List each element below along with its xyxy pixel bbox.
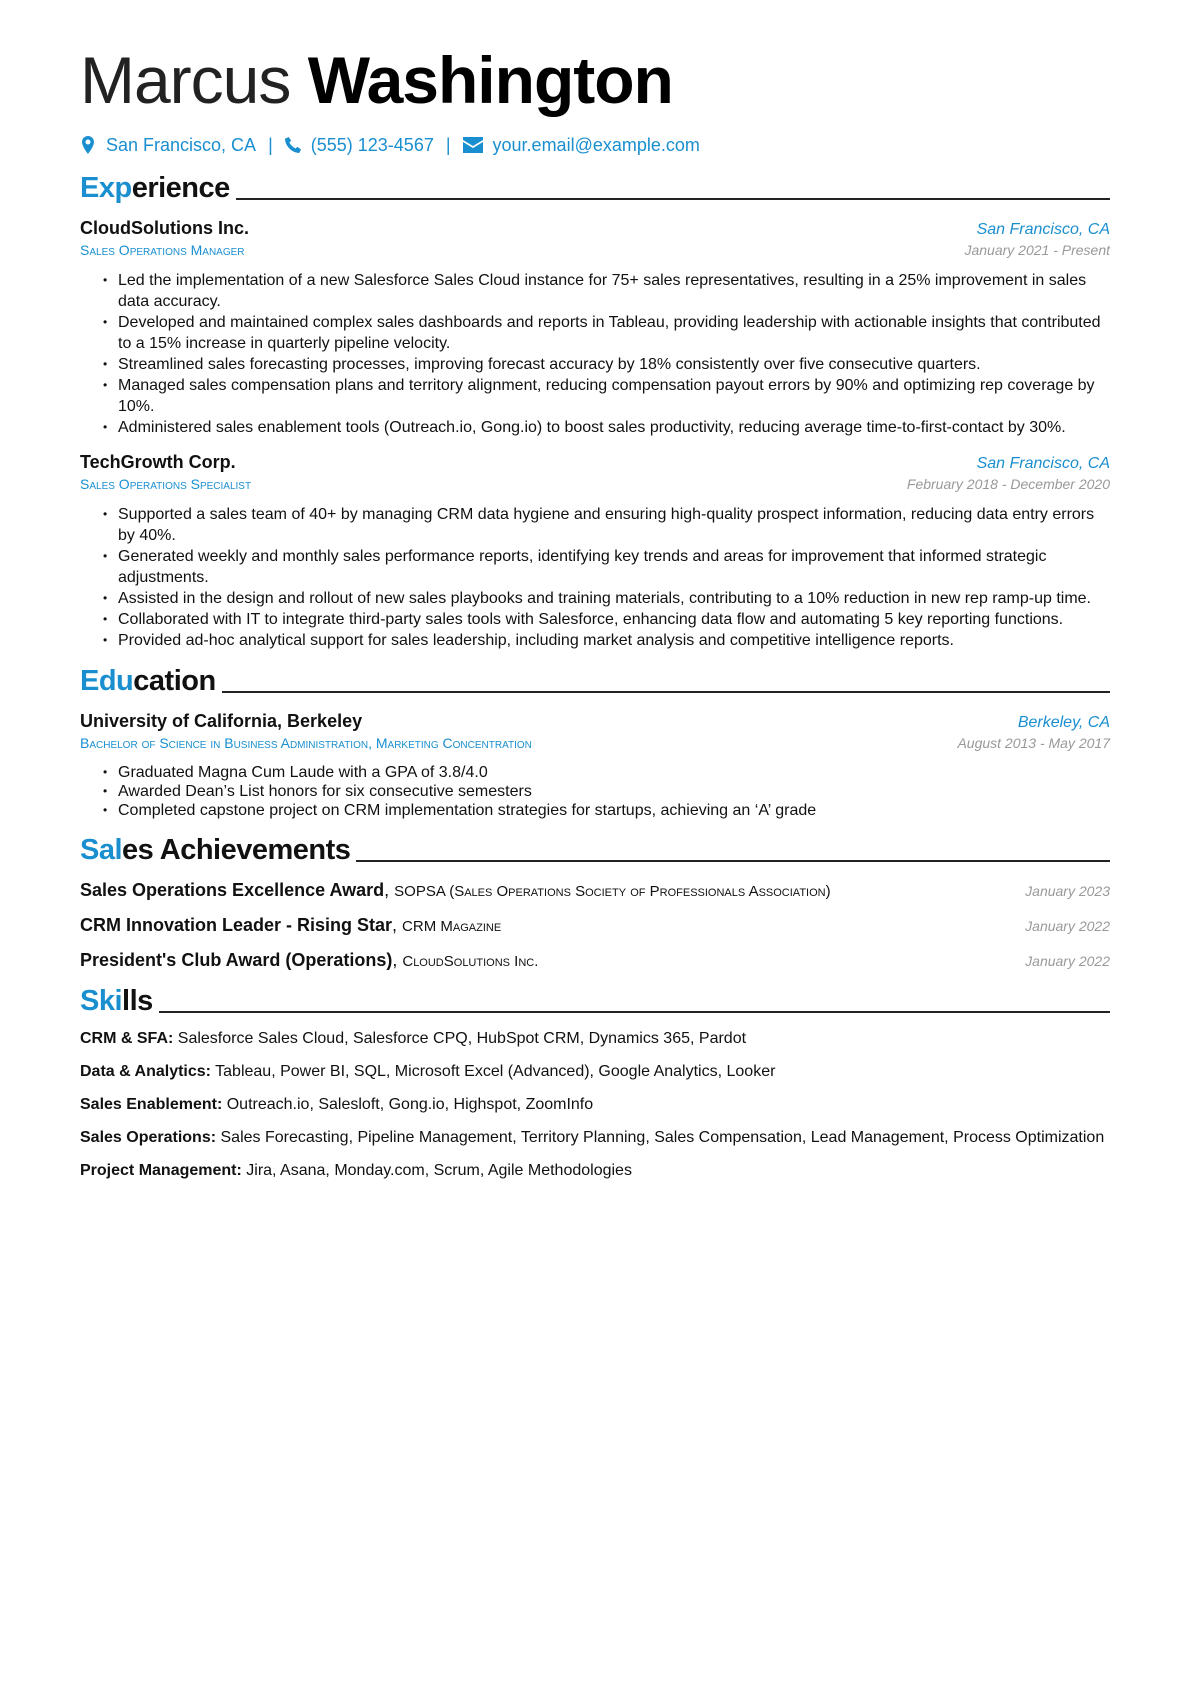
achievements-heading: Sales Achievements	[80, 832, 1110, 866]
location-text: San Francisco, CA	[106, 134, 257, 155]
company-name: CloudSolutions Inc.	[80, 218, 249, 238]
job-location: San Francisco, CA	[976, 221, 1110, 238]
skill-row: Sales Enablement: Outreach.io, Salesloft, Gong.io, Highspot, ZoomInfo	[80, 1096, 594, 1113]
school-location: Berkeley, CA	[1017, 714, 1110, 731]
separator: |	[268, 134, 273, 155]
achievement-item: CRM Innovation Leader - Rising Star, CRM Magazine January 2022	[80, 915, 1110, 935]
bullet: • Awarded Dean’s List honors for six consecutive semesters	[118, 782, 1110, 801]
school-name: University of California, Berkeley	[80, 711, 363, 731]
bullet: • Developed and maintained complex sales dashboards and reports in Tableau, providing leadership with actionable insights that contributed to a 15% increase in quarterly pipeline velocity.	[118, 312, 1110, 354]
bullet: • Generated weekly and monthly sales performance reports, identifying key trends and areas for improvement that informed strategic adjustments.	[118, 546, 1110, 588]
bullet: • Completed capstone project on CRM implementation strategies for startups, achieving an ‘A’ grade	[118, 801, 1110, 820]
job-location: San Francisco, CA	[976, 455, 1110, 472]
bullet: • Administered sales enablement tools (Outreach.io, Gong.io) to boost sales productivity, reducing average time-to-first-contact by 30%.	[118, 417, 1110, 438]
bullet: • Managed sales compensation plans and territory alignment, reducing compensation payout errors by 90% and optimizing rep coverage by 10%.	[118, 375, 1110, 417]
education-heading: Education	[80, 663, 1110, 697]
phone-link[interactable]: (555) 123-4567	[310, 134, 434, 155]
experience-entry	[80, 452, 1110, 651]
job-dates: February 2018 - December 2020	[906, 476, 1110, 492]
skill-row: CRM & SFA: Salesforce Sales Cloud, Salesforce CPQ, HubSpot CRM, Dynamics 365, Pardot	[80, 1030, 747, 1047]
job-title: Sales Operations Specialist	[80, 476, 252, 492]
degree: Bachelor of Science in Business Administration, Marketing Concentration	[80, 735, 532, 751]
job-title: Sales Operations Manager	[80, 242, 245, 258]
candidate-name	[80, 40, 1110, 120]
achievement-item: Sales Operations Excellence Award, SOPSA (Sales Operations Society of Professionals Association) January 2023	[80, 880, 1110, 900]
bullet: • Graduated Magna Cum Laude with a GPA of 3.8/4.0	[118, 763, 1110, 782]
bullet: • Streamlined sales forecasting processes, improving forecast accuracy by 18% consistently over five consecutive quarters.	[118, 354, 1110, 375]
phone-icon	[285, 136, 301, 154]
bullet: • Assisted in the design and rollout of new sales playbooks and training materials, contributing to a 10% reduction in new rep ramp-up time.	[118, 588, 1110, 609]
skill-row: Data & Analytics: Tableau, Power BI, SQL, Microsoft Excel (Advanced), Google Analytics, Looker	[80, 1063, 776, 1080]
company-name: TechGrowth Corp.	[80, 452, 236, 472]
bullet: • Supported a sales team of 40+ by managing CRM data hygiene and ensuring high-quality prospect information, reducing data entry errors by 40%.	[118, 504, 1110, 546]
experience-entry	[80, 218, 1110, 438]
skill-row: Project Management: Jira, Asana, Monday.com, Scrum, Agile Methodologies	[80, 1162, 632, 1179]
skills-heading: Skills	[80, 983, 1110, 1017]
last-name: Washington	[307, 43, 673, 117]
email-link[interactable]: your.email@example.com	[492, 134, 700, 155]
contact-line	[80, 132, 1110, 158]
bullet: • Led the implementation of a new Salesforce Sales Cloud instance for 75+ sales representatives, resulting in a 25% improvement in sales data accuracy.	[118, 270, 1110, 312]
education-dates: August 2013 - May 2017	[957, 735, 1110, 751]
resume-page	[80, 40, 1110, 1182]
map-pin-icon	[80, 136, 96, 154]
achievement-item: President's Club Award (Operations), CloudSolutions Inc. January 2022	[80, 950, 1110, 970]
bullet: • Collaborated with IT to integrate third-party sales tools with Salesforce, enhancing data flow and automating 5 key reporting functions.	[118, 609, 1110, 630]
first-name: Marcus	[80, 43, 291, 117]
divider	[236, 198, 1110, 200]
job-dates: January 2021 - Present	[964, 242, 1110, 258]
education-entry	[80, 711, 1110, 820]
divider	[222, 691, 1110, 693]
skill-row: Sales Operations: Sales Forecasting, Pipeline Management, Territory Planning, Sales Compensation, Lead Management, Process Optimization	[80, 1129, 1105, 1146]
experience-heading: Experience	[80, 170, 1110, 204]
bullet: • Provided ad-hoc analytical support for sales leadership, including market analysis and competitive intelligence reports.	[118, 630, 1110, 651]
divider	[159, 1011, 1110, 1013]
envelope-icon	[463, 136, 483, 154]
divider	[356, 860, 1110, 862]
separator: |	[445, 134, 451, 155]
